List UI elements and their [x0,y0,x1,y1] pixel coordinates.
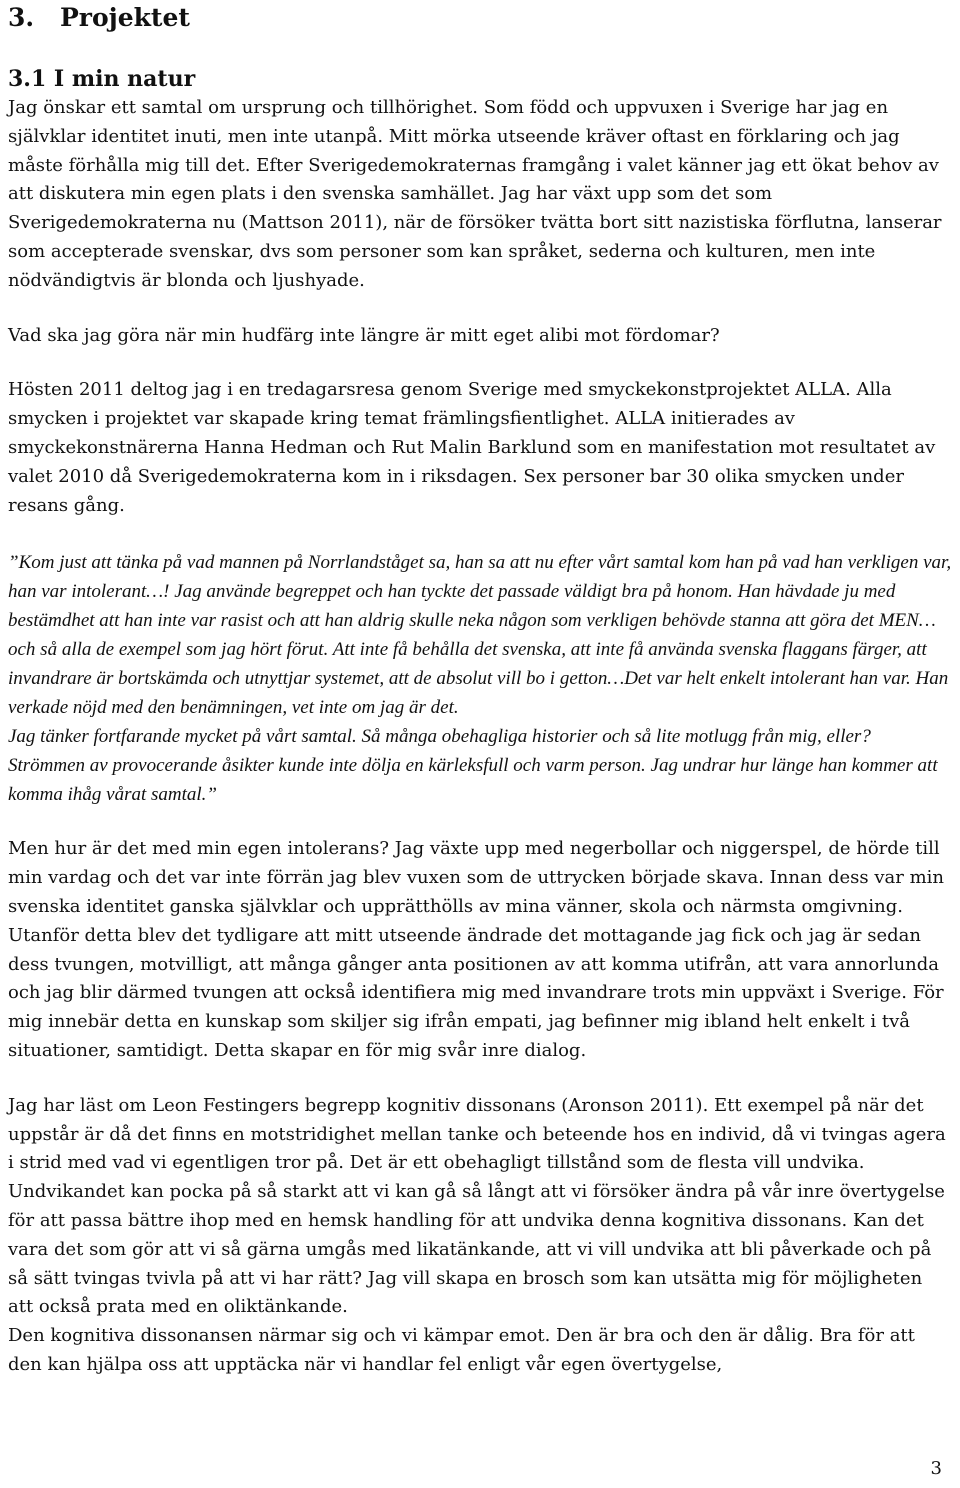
paragraph-4: Men hur är det med min egen intolerans? Jag växte upp med negerbollar och niggerspel, de hörde till min vardag och det var inte förrän jag blev vuxen som de uttrycken började skava. Innan dess var min svenska identitet ganska självklar och upprätthölls av mina vänner, skola och närmsta omgivning. Utanför detta blev det tydligare att mitt utseende ändrade det mottagande jag fick och jag är sedan dess tvungen, motvilligt, att många gånger anta positionen av att komma utifrån, att vara annorlunda och jag blir därmed tvungen att också identifiera mig med invandrare trots min uppväxt i Sverige. För mig innebär detta en kunskap som skiljer sig ifrån empati, jag befinner mig ibland helt enkelt i två situationer, samtidigt. Detta skapar en för mig svår inre dialog. [8,838,944,1061]
paragraph-1: Jag önskar ett samtal om ursprung och tillhörighet. Som född och uppvuxen i Sverige har jag en självklar identitet inuti, men inte utanpå. Mitt mörka utseende kräver oftast en förklaring och jag måste förhålla mig till det. Efter Sverigedemokraternas framgång i valet känner jag ett ökat behov av att diskutera min egen plats i den svenska samhället. Jag har växt upp som det som Sverigedemokraterna nu (Mattson 2011), när de försöker tvätta bort sitt nazistiska förflutna, lanserar som accepterade svenskar, dvs som personer som kan språket, sederna och kulturen, men inte nödvändigtvis är blonda och ljushyade. [8,97,942,291]
section-number: 3. [8,3,35,32]
document-page [8,0,952,1380]
section-heading [8,2,952,34]
paragraph-6: Den kognitiva dissonansen närmar sig och vi kämpar emot. Den är bra och den är dålig. Bra för att den kan hjälpa oss att upptäcka när vi handlar fel enligt vår egen övertygelse, [8,1325,915,1375]
paragraph-3: Hösten 2011 deltog jag i en tredagarsresa genom Sverige med smyckekonstprojektet ALLA. Alla smycken i projektet var skapade kring temat främlingsfientlighet. ALLA initierades av smyckekonstnärerna Hanna Hedman och Rut Malin Barklund som en manifestation mot resultatet av valet 2010 då Sverigedemokraterna kom in i riksdagen. Sex personer bar 30 olika smycken under resans gång. [8,379,936,516]
page-number: 3 [930,1458,942,1479]
paragraph-2: Vad ska jag göra när min hudfärg inte längre är mitt eget alibi mot fördomar? [8,324,720,346]
quote-paragraph-1: ”Kom just att tänka på vad mannen på Norrlandståget sa, han sa att nu efter vårt samtal kom han på vad han verkligen var, han var intolerant…! Jag använde begreppet och han tyckte det passade väldigt bra på honom. Han hävdade ju med bestämdhet att han inte var rasist och att han aldrig skulle neka någon som verkligen behövde stanna att göra det MEN…och så alla de exempel som jag hört förut. Att inte få behålla det svenska, att inte få använda svenska flaggans färger, att invandrare är bortskämda och utnyttjar systemet, att de absolut vill bo i getton…Det var helt enkelt intolerant han var. Han verkade nöjd med den benämningen, vet inte om jag är det. [8,552,952,719]
quote-paragraph-2: Jag tänker fortfarande mycket på vårt samtal. Så många obehagliga historier och så lite motlugg från mig, eller? Strömmen av provocerande åsikter kunde inte dölja en kärleksfull och varm person. Jag undrar hur länge han kommer att komma ihåg vårat samtal.” [8,726,938,806]
subsection-heading: 3.1 I min natur [8,66,196,92]
section-title: Projektet [60,3,190,32]
paragraph-5: Jag har läst om Leon Festingers begrepp kognitiv dissonans (Aronson 2011). Ett exempel på när det uppstår är då det finns en motstridighet mellan tanke och beteende hos en individ, då vi tvingas agera i strid med vad vi egentligen tror på. Det är ett obehagligt tillstånd som de flesta vill undvika. Undvikandet kan pocka på så starkt att vi kan gå så långt att vi försöker ändra på vår inre övertygelse för att passa bättre ihop med en hemsk handling för att undvika denna kognitiva dissonans. Kan det vara det som gör att vi så gärna umgås med likatänkande, att vi vill undvika att bli påverkade och på så sätt tvingas tvivla på att vi har rätt? Jag vill skapa en brosch som kan utsätta mig för möjligheten att också prata med en oliktänkande. [8,1094,946,1318]
